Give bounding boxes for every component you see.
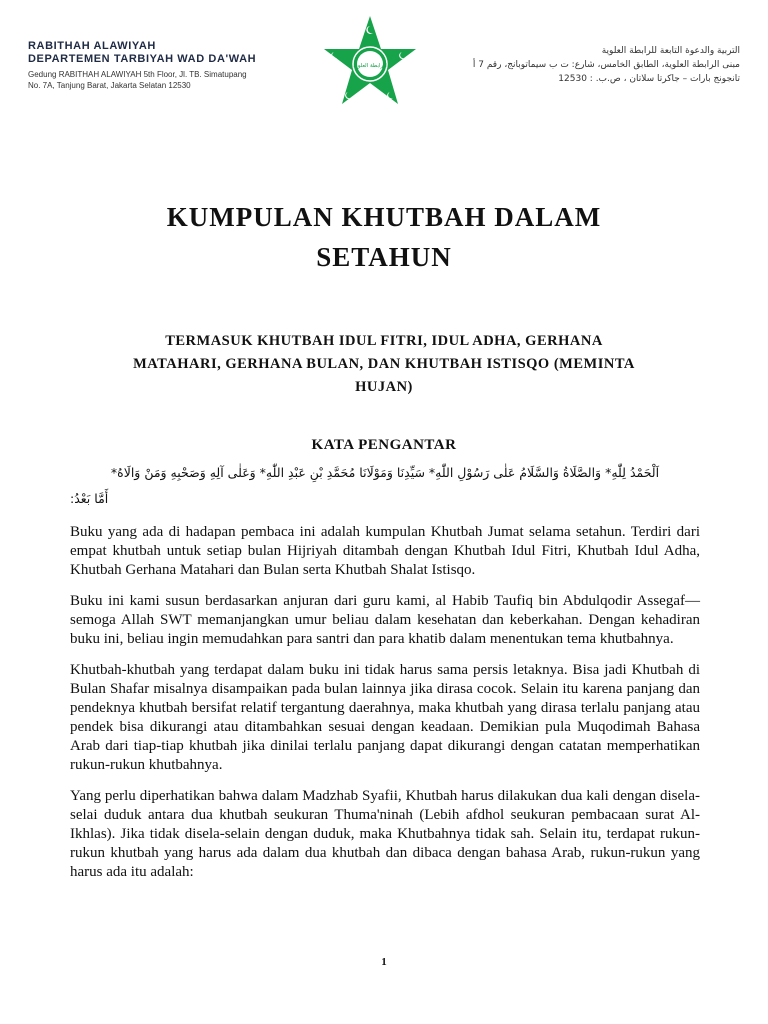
title-line-1: KUMPULAN KHUTBAH DALAM xyxy=(166,202,602,232)
subtitle-line-2: MATAHARI, GERHANA BULAN, DAN KHUTBAH ISTISQO (MEMINTA xyxy=(133,356,635,372)
department-name: DEPARTEMEN TARBIYAH WAD DA'WAH xyxy=(28,53,257,65)
arabic-opening-prayer: اَلْحَمْدُ لِلّٰهِ* وَالصَّلَاةُ وَالسَّلَامُ عَلٰى رَسُوْلِ اللّٰهِ* سَيِّدِنَا وَمَوْلَانَا مُحَمَّدِ بْنِ عَبْدِ اللّٰهِ* وَعَلٰى آلِهِ وَصَحْبِهِ وَمَنْ وَالَاهُ* xyxy=(110,465,660,480)
paragraph: Yang perlu diperhatikan bahwa dalam Madzhab Syafii, Khutbah harus dilakukan dua kali dengan disela-selai duduk antara dua khutbah seukuran Thuma'ninah (Lebih afdhol seukuran pembacaan surat Al-Ikhlas). Jika tidak disela-selain dengan duduk, maka Khutbahnya tidak sah. Selain itu, terdapat rukun-rukun khutbah yang harus ada dalam dua khutbah dan dibaca dengan bahasa Arab, rukun-rukun yang harus ada itu adalah: xyxy=(70,788,700,880)
arabic-address-line-1: التربية والدعوة التابعة للرابطة العلوية xyxy=(601,46,740,56)
rabithah-emblem-icon xyxy=(320,12,420,112)
letterhead-left xyxy=(28,40,308,91)
document-title xyxy=(80,197,688,277)
title-line-2: SETAHUN xyxy=(316,242,452,272)
paragraph: Khutbah-khutbah yang terdapat dalam buku ini tidak harus sama persis letaknya. Bisa jadi Khutbah di Bulan Shafar misalnya disampaikan pada bulan lainnya jika dirasa cocok. Selain itu karena panjang dan pendeknya khutbah bersifat relatif tergantung daerahnya, maka khutbah yang dirasa terlalu panjang atau pendek bisa dikurangi atau ditambahkan sesuai dengan keadaan. Demikian pula Muqodimah Bahasa Arab dari tiap-tiap khutbah jika dinilai terlalu panjang dapat dikurangi dengan catatan memperhatikan rukun-rukun khutbahnya. xyxy=(70,662,700,773)
arabic-address-line-2: مبنى الرابطة العلوية، الطابق الخامس، شارع: ت ب سيماتوبانج، رقم 7 أ xyxy=(472,60,740,70)
address-line-1: Gedung RABITHAH ALAWIYAH 5th Floor, Jl. TB. Simatupang xyxy=(28,70,247,79)
organization-name: RABITHAH ALAWIYAH xyxy=(28,40,156,52)
document-subtitle xyxy=(60,330,708,399)
paragraph: Buku ini kami susun berdasarkan anjuran dari guru kami, al Habib Taufiq bin Abdulqodir Assegaf—semoga Allah SWT memanjangkan umur beliau dalam kesehatan dan keberkahan. Dengan kehadiran buku ini, beliau ingin memudahkan para santri dan para khatib dalam menentukan tema khutbahnya. xyxy=(70,593,700,647)
body-text xyxy=(70,523,700,894)
arabic-amma-badu: أَمَّا بَعْدُ: xyxy=(70,491,109,506)
arabic-address-line-3: تانجونج بارات – جاكرتا سلاتان ، ص.ب. : 12530 xyxy=(558,74,740,84)
page-number: 1 xyxy=(381,956,387,968)
letterhead-right-arabic xyxy=(440,44,740,86)
subtitle-line-3: HUJAN) xyxy=(355,379,413,395)
emblem-text: الرابطة العلوية xyxy=(353,63,387,69)
address-line-2: No. 7A, Tanjung Barat, Jakarta Selatan 12530 xyxy=(28,81,191,90)
paragraph: Buku yang ada di hadapan pembaca ini adalah kumpulan Khutbah Jumat selama setahun. Terdiri dari empat khutbah untuk setiap bulan Hijriyah ditambah dengan Khutbah Idul Fitri, Khutbah Idul Adha, Khutbah Gerhana Matahari dan Bulan serta Khutbah Shalat Istisqo. xyxy=(70,524,700,578)
letterhead xyxy=(0,0,768,110)
subtitle-line-1: TERMASUK KHUTBAH IDUL FITRI, IDUL ADHA, GERHANA xyxy=(165,333,603,349)
section-heading: KATA PENGANTAR xyxy=(311,437,457,453)
